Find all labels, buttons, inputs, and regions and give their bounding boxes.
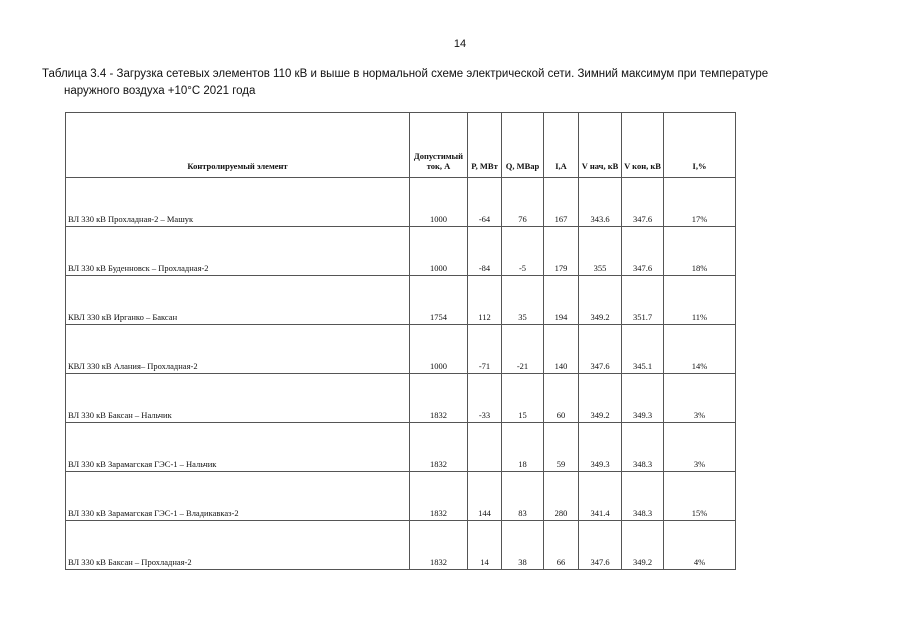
cell-allowed-current: 1832 [410,374,468,423]
table-row [66,325,736,374]
header-i-percent: I,% [664,113,736,178]
cell-element: ВЛ 330 кВ Прохладная-2 – Машук [66,178,410,227]
cell-i-percent: 15% [664,472,736,521]
header-allowed-current: Допустимый ток, А [410,113,468,178]
cell-element: ВЛ 330 кВ Зарамагская ГЭС-1 – Владикавказ-2 [66,472,410,521]
caption-line-2: наружного воздуха +10°С 2021 года [64,85,256,97]
cell-i-percent: 11% [664,276,736,325]
cell-v-start: 343.6 [579,178,622,227]
cell-p: -71 [468,325,502,374]
cell-i-percent: 3% [664,423,736,472]
cell-q: 83 [502,472,544,521]
header-q: Q, МВар [502,113,544,178]
cell-i: 59 [544,423,579,472]
cell-v-start: 347.6 [579,521,622,570]
cell-p: -64 [468,178,502,227]
header-i: I,A [544,113,579,178]
cell-allowed-current: 1832 [410,521,468,570]
cell-p [468,423,502,472]
cell-i-percent: 14% [664,325,736,374]
cell-v-end: 347.6 [622,178,664,227]
header-v-end: V кон, кВ [622,113,664,178]
header-v-start: V нач, кВ [579,113,622,178]
cell-q: 38 [502,521,544,570]
cell-i: 167 [544,178,579,227]
cell-i-percent: 3% [664,374,736,423]
cell-v-end: 348.3 [622,472,664,521]
cell-v-end: 349.3 [622,374,664,423]
cell-q: -21 [502,325,544,374]
cell-element: ВЛ 330 кВ Зарамагская ГЭС-1 – Нальчик [66,423,410,472]
cell-allowed-current: 1000 [410,325,468,374]
cell-v-start: 349.2 [579,374,622,423]
cell-i-percent: 17% [664,178,736,227]
cell-q: 15 [502,374,544,423]
cell-v-end: 345.1 [622,325,664,374]
table-caption [42,66,842,100]
cell-allowed-current: 1832 [410,423,468,472]
cell-element: КВЛ 330 кВ Алания– Прохладная-2 [66,325,410,374]
caption-line-1: Таблица 3.4 - Загрузка сетевых элементов 110 кВ и выше в нормальной схеме электрической сети. Зимний максимум при температуре [42,68,769,80]
cell-v-start: 355 [579,227,622,276]
cell-p: -84 [468,227,502,276]
cell-i: 60 [544,374,579,423]
cell-q: 35 [502,276,544,325]
cell-i: 140 [544,325,579,374]
cell-v-end: 351.7 [622,276,664,325]
page-number: 14 [453,38,467,50]
cell-p: 112 [468,276,502,325]
cell-p: -33 [468,374,502,423]
cell-v-start: 347.6 [579,325,622,374]
cell-v-end: 349.2 [622,521,664,570]
cell-i-percent: 4% [664,521,736,570]
cell-i: 194 [544,276,579,325]
table-header-row [66,113,736,178]
table-row [66,521,736,570]
cell-i: 280 [544,472,579,521]
cell-i: 179 [544,227,579,276]
cell-element: ВЛ 330 кВ Баксан – Нальчик [66,374,410,423]
table-row [66,276,736,325]
cell-q: 18 [502,423,544,472]
cell-element: ВЛ 330 кВ Баксан – Прохладная-2 [66,521,410,570]
cell-allowed-current: 1000 [410,227,468,276]
network-load-table [65,112,736,570]
cell-allowed-current: 1832 [410,472,468,521]
cell-v-start: 349.3 [579,423,622,472]
cell-allowed-current: 1000 [410,178,468,227]
cell-v-end: 348.3 [622,423,664,472]
cell-element: КВЛ 330 кВ Ирганко – Баксан [66,276,410,325]
table-row [66,423,736,472]
cell-element: ВЛ 330 кВ Буденновск – Прохладная-2 [66,227,410,276]
header-p: P, МВт [468,113,502,178]
table-row [66,227,736,276]
cell-q: 76 [502,178,544,227]
cell-p: 14 [468,521,502,570]
cell-v-end: 347.6 [622,227,664,276]
table-row [66,472,736,521]
cell-allowed-current: 1754 [410,276,468,325]
header-element: Контролируемый элемент [66,113,410,178]
cell-v-start: 349.2 [579,276,622,325]
cell-q: -5 [502,227,544,276]
cell-i: 66 [544,521,579,570]
cell-v-start: 341.4 [579,472,622,521]
table-row [66,178,736,227]
cell-p: 144 [468,472,502,521]
table-row [66,374,736,423]
cell-i-percent: 18% [664,227,736,276]
